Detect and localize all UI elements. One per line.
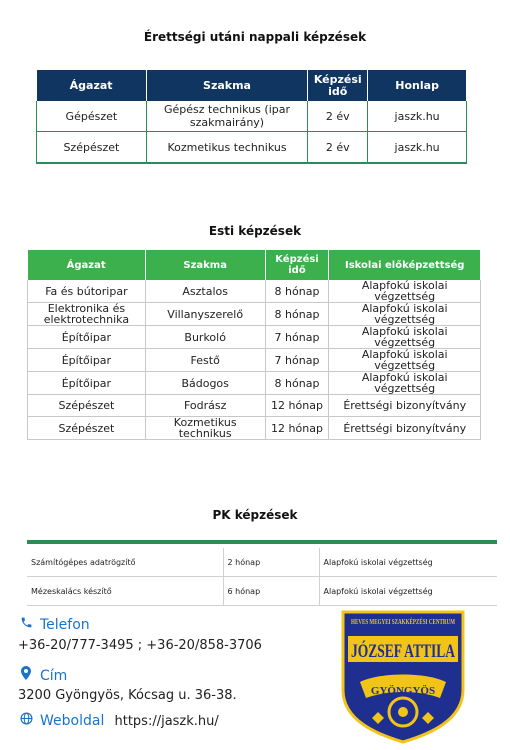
table-row (37, 101, 467, 132)
table-row (28, 303, 481, 326)
table-cell: 12 hónap (265, 417, 329, 440)
table-cell: 6 hónap (223, 577, 319, 606)
header-cell: Képzési idő (265, 250, 329, 280)
table-cell: Villanyszerelő (145, 303, 265, 326)
table-cell: Asztalos (145, 280, 265, 303)
table-cell: Szépészet (37, 132, 147, 164)
table-cell: Festő (145, 349, 265, 372)
table-cell: Burkoló (145, 326, 265, 349)
table-cell: 12 hónap (265, 395, 329, 417)
table-header-bar (27, 540, 497, 544)
table-cell: 7 hónap (265, 349, 329, 372)
header-cell: Képzési idő (308, 70, 368, 101)
table-cell: jaszk.hu (368, 101, 467, 132)
address-label: Cím (40, 668, 68, 684)
table-cell: Érettségi bizonyítvány (329, 395, 481, 417)
table-cell: 8 hónap (265, 372, 329, 395)
table-cell: Alapfokú iskolai végzettség (329, 349, 481, 372)
table-cell: Számítógépes adatrögzítő (27, 548, 223, 577)
table-cell: Építőipar (28, 326, 146, 349)
table-cell: Kozmetikus technikus (146, 132, 308, 164)
table-cell: 2 év (308, 132, 368, 164)
table-header-row (37, 70, 467, 101)
web-link[interactable]: https://jaszk.hu/ (114, 714, 219, 729)
table-cell: Alapfokú iskolai végzettség (319, 548, 497, 577)
table-row (28, 280, 481, 303)
table-cell: Gépészet (37, 101, 147, 132)
header-cell: Szakma (145, 250, 265, 280)
table-row (28, 372, 481, 395)
section1-title: Érettségi utáni nappali képzések (143, 30, 367, 44)
table-cell: Gépész technikus (ipar szakmairány) (146, 101, 308, 132)
table-row (27, 548, 497, 577)
location-pin-icon (18, 666, 34, 684)
table-row (28, 349, 481, 372)
table-cell: jaszk.hu (368, 132, 467, 164)
table-cell: 7 hónap (265, 326, 329, 349)
table-cell: Érettségi bizonyítvány (329, 417, 481, 440)
table-row (37, 132, 467, 164)
contact-address-value-row (18, 688, 237, 703)
logo-top-text: HEVES MEGYEI SZAKKÉPZÉSI CENTRUM (351, 618, 456, 626)
table-cell: 8 hónap (265, 280, 329, 303)
table-cell: 2 év (308, 101, 368, 132)
phone-label: Telefon (40, 617, 90, 633)
table-row (28, 395, 481, 417)
table-cell: Építőipar (28, 349, 146, 372)
address-value: 3200 Gyöngyös, Kócsag u. 36-38. (18, 688, 237, 703)
section3-title: PK képzések (212, 508, 298, 522)
phone-icon (18, 616, 34, 633)
table-cell: Bádogos (145, 372, 265, 395)
table-cell: Alapfokú iskolai végzettség (329, 372, 481, 395)
contact-phone (18, 616, 90, 633)
table-cell: Fa és bútoripar (28, 280, 146, 303)
phone-value[interactable]: +36-20/777-3495 ; +36-20/858-3706 (18, 638, 262, 653)
table-cell: Építőipar (28, 372, 146, 395)
section2-title: Esti képzések (208, 224, 302, 238)
table-cell: Mézeskalács készítő (27, 577, 223, 606)
table-header-row (28, 250, 481, 280)
globe-icon (18, 712, 34, 729)
table-cell: Alapfokú iskolai végzettség (319, 577, 497, 606)
header-cell: Ágazat (28, 250, 146, 280)
daytime-courses-table (36, 70, 467, 164)
header-cell: Iskolai előképzettség (329, 250, 481, 280)
logo-city: GYÖNGYÖS (370, 685, 436, 697)
table-cell: Fodrász (145, 395, 265, 417)
table-cell: Kozmetikus technikus (145, 417, 265, 440)
logo-name: JÓZSEF ATTILA (351, 641, 498, 662)
table-cell: 8 hónap (265, 303, 329, 326)
table-cell: Elektronika és elektrotechnika (28, 303, 146, 326)
table-cell: Szépészet (28, 395, 146, 417)
evening-courses-table (27, 250, 481, 440)
school-crest-logo (340, 610, 498, 744)
header-cell: Honlap (368, 70, 467, 101)
table-row (28, 417, 481, 440)
header-cell: Szakma (146, 70, 308, 101)
table-cell: Alapfokú iskolai végzettség (329, 326, 481, 349)
table-cell: Alapfokú iskolai végzettség (329, 280, 481, 303)
table-cell: Alapfokú iskolai végzettség (329, 303, 481, 326)
header-cell: Ágazat (37, 70, 147, 101)
table-cell: 2 hónap (223, 548, 319, 577)
web-label: Weboldal (40, 713, 105, 729)
table-row (27, 577, 497, 606)
table-row (28, 326, 481, 349)
contact-web (18, 712, 219, 729)
contact-phone-value-row (18, 638, 262, 653)
contact-address (18, 666, 67, 684)
table-cell: Szépészet (28, 417, 146, 440)
pk-courses-table (27, 548, 497, 606)
